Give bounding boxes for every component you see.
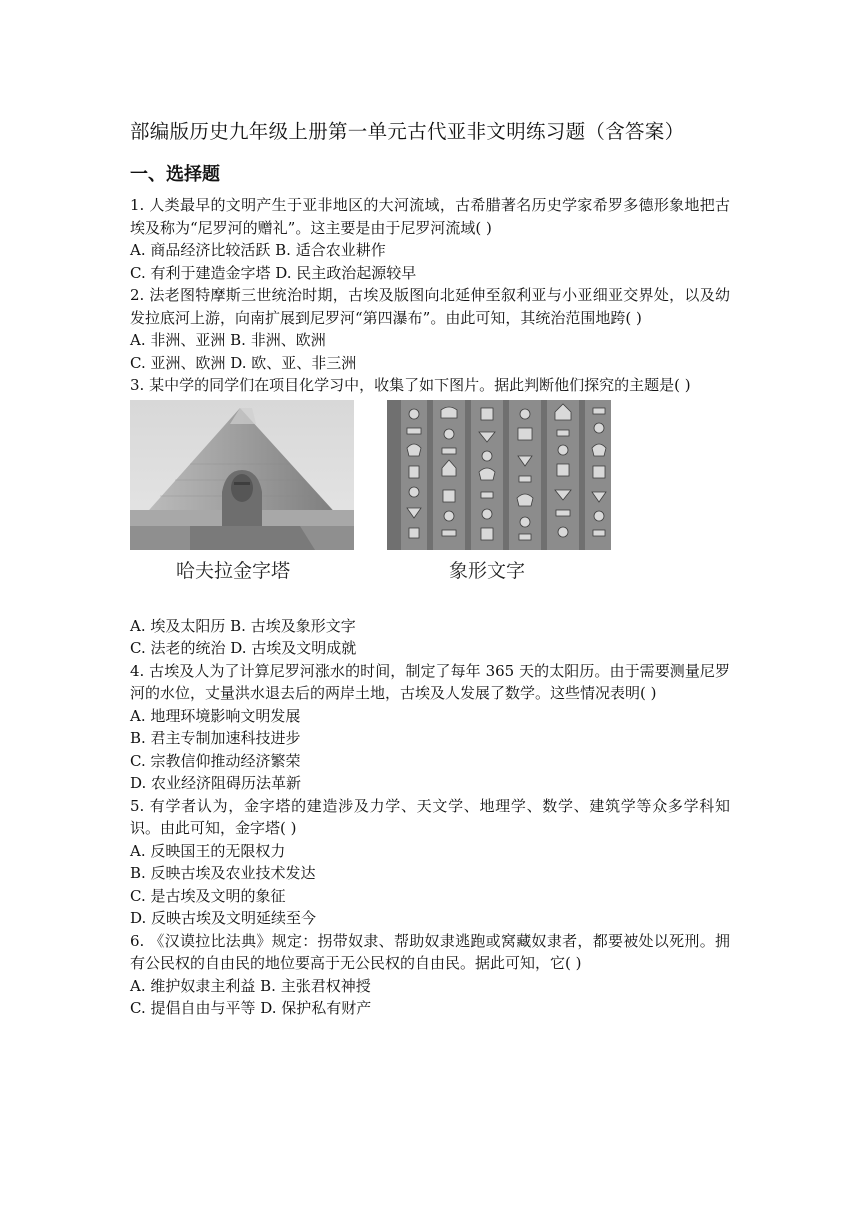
figure-caption: 象形文字	[449, 559, 526, 582]
question-stem: 1. 人类最早的文明产生于亚非地区的大河流域，古希腊著名历史学家希罗多德形象地把古埃及称为“尼罗河的赠礼”。这主要是由于尼罗河流域( )	[130, 196, 730, 237]
hieroglyph-photo	[387, 400, 611, 582]
option-line: B. 反映古埃及农业技术发达	[130, 864, 316, 882]
option-line: A. 非洲、亚洲 B. 非洲、欧洲	[130, 331, 326, 349]
option-line: A. 维护奴隶主利益 B. 主张君权神授	[130, 976, 371, 995]
section-heading: 一、选择题	[130, 164, 220, 185]
option-line: A. 商品经济比较活跃 B. 适合农业耕作	[130, 241, 386, 259]
option-line: C. 有利于建造金字塔 D. 民主政治起源较早	[130, 263, 417, 282]
question-stem: 2. 法老图特摩斯三世统治时期，古埃及版图向北延伸至叙利亚与小亚细亚交界处，以及幼发拉底河上游，向南扩展到尼罗河“第四瀑布”。由此可知，其统治范围地跨( )	[130, 286, 730, 327]
figure-caption: 哈夫拉金字塔	[176, 559, 291, 582]
question-list	[130, 194, 730, 1020]
option-line: D. 反映古埃及文明延续至今	[130, 909, 317, 927]
option-line: A. 地理环境影响文明发展	[130, 706, 301, 725]
document-title: 部编版历史九年级上册第一单元古代亚非文明练习题（含答案）	[130, 120, 685, 143]
question-stem: 5. 有学者认为，金字塔的建造涉及力学、天文学、地理学、数学、建筑学等众多学科知识。由此可知，金字塔( )	[130, 796, 730, 837]
question-stem: 6. 《汉谟拉比法典》规定：拐带奴隶、帮助奴隶逃跑或窝藏奴隶者，都要被处以死刑。拥有公民权的自由民的地位要高于无公民权的自由民。据此可知，它( )	[130, 931, 730, 972]
option-line: B. 君主专制加速科技进步	[130, 729, 301, 747]
pyramid-photo	[130, 400, 354, 582]
option-line: C. 是古埃及文明的象征	[130, 886, 286, 905]
option-line: C. 法老的统治 D. 古埃及文明成就	[130, 639, 357, 657]
option-line: D. 农业经济阻碍历法革新	[130, 774, 302, 792]
option-line: C. 亚洲、欧洲 D. 欧、亚、非三洲	[130, 353, 357, 372]
option-line: A. 反映国王的无限权力	[130, 841, 286, 860]
option-line: C. 宗教信仰推动经济繁荣	[130, 751, 301, 770]
option-line: A. 埃及太阳历 B. 古埃及象形文字	[130, 616, 356, 635]
question-stem: 4. 古埃及人为了计算尼罗河涨水的时间，制定了每年 365 天的太阳历。由于需要测量尼罗河的水位，丈量洪水退去后的两岸土地，古埃及人发展了数学。这些情况表明( )	[130, 661, 730, 702]
option-line: C. 提倡自由与平等 D. 保护私有财产	[130, 999, 372, 1017]
figure-row	[130, 400, 730, 612]
question-stem: 3. 某中学的同学们在项目化学习中，收集了如下图片。据此判断他们探究的主题是( )	[130, 376, 691, 394]
